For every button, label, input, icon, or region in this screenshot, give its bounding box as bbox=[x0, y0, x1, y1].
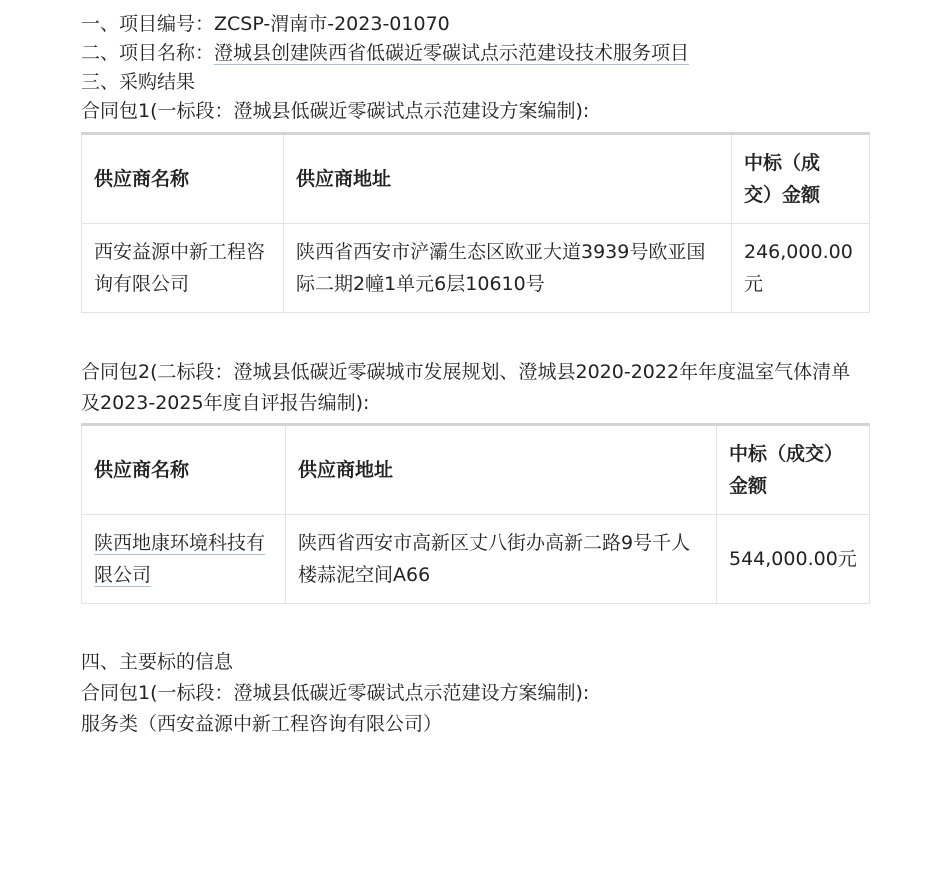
header-supplier-address: 供应商地址 bbox=[284, 134, 732, 224]
table-header-row bbox=[82, 425, 870, 515]
award-amount: 544,000.00元 bbox=[717, 515, 870, 604]
table-header-row bbox=[82, 134, 870, 224]
document-body bbox=[81, 10, 869, 739]
procurement-result-heading: 三、采购结果 bbox=[81, 71, 196, 93]
supplier-address: 陕西省西安市高新区丈八街办高新二路9号千人楼蒜泥空间A66 bbox=[286, 515, 717, 604]
supplier-name-cell bbox=[82, 515, 286, 604]
header-supplier-name: 供应商名称 bbox=[82, 425, 286, 515]
project-name-label: 二、项目名称： bbox=[81, 42, 215, 64]
package2-heading: 合同包2(二标段：澄城县低碳近零碳城市发展规划、澄城县2020-2022年年度温室气体清单及2023-2025年度自评报告编制): bbox=[81, 361, 851, 414]
package1-table bbox=[81, 132, 870, 313]
header-supplier-name: 供应商名称 bbox=[82, 134, 284, 224]
header-award-amount: 中标（成交）金额 bbox=[717, 425, 870, 515]
main-info-service-line: 服务类（西安益源中新工程咨询有限公司） bbox=[81, 713, 443, 735]
supplier-name: 西安益源中新工程咨询有限公司 bbox=[82, 224, 284, 313]
supplier-address: 陕西省西安市浐灞生态区欧亚大道3939号欧亚国际二期2幢1单元6层10610号 bbox=[284, 224, 732, 313]
project-number: 一、项目编号：ZCSP-渭南市-2023-01070 bbox=[81, 13, 450, 35]
award-amount: 246,000.00元 bbox=[732, 224, 870, 313]
project-name-link[interactable]: 澄城县创建陕西省低碳近零碳试点示范建设技术服务项目 bbox=[214, 42, 690, 64]
package1-heading: 合同包1(一标段：澄城县低碳近零碳试点示范建设方案编制): bbox=[81, 100, 590, 122]
package2-table bbox=[81, 423, 870, 604]
table-row bbox=[82, 224, 870, 313]
header-award-amount: 中标（成交）金额 bbox=[732, 134, 870, 224]
table-row bbox=[82, 515, 870, 604]
header-supplier-address: 供应商地址 bbox=[286, 425, 717, 515]
supplier-name-link[interactable]: 陕西地康环境科技有限公司 bbox=[94, 532, 266, 586]
main-info-package1-heading: 合同包1(一标段：澄城县低碳近零碳试点示范建设方案编制): bbox=[81, 682, 590, 704]
main-info-heading: 四、主要标的信息 bbox=[81, 651, 234, 673]
project-name-line bbox=[81, 39, 869, 68]
